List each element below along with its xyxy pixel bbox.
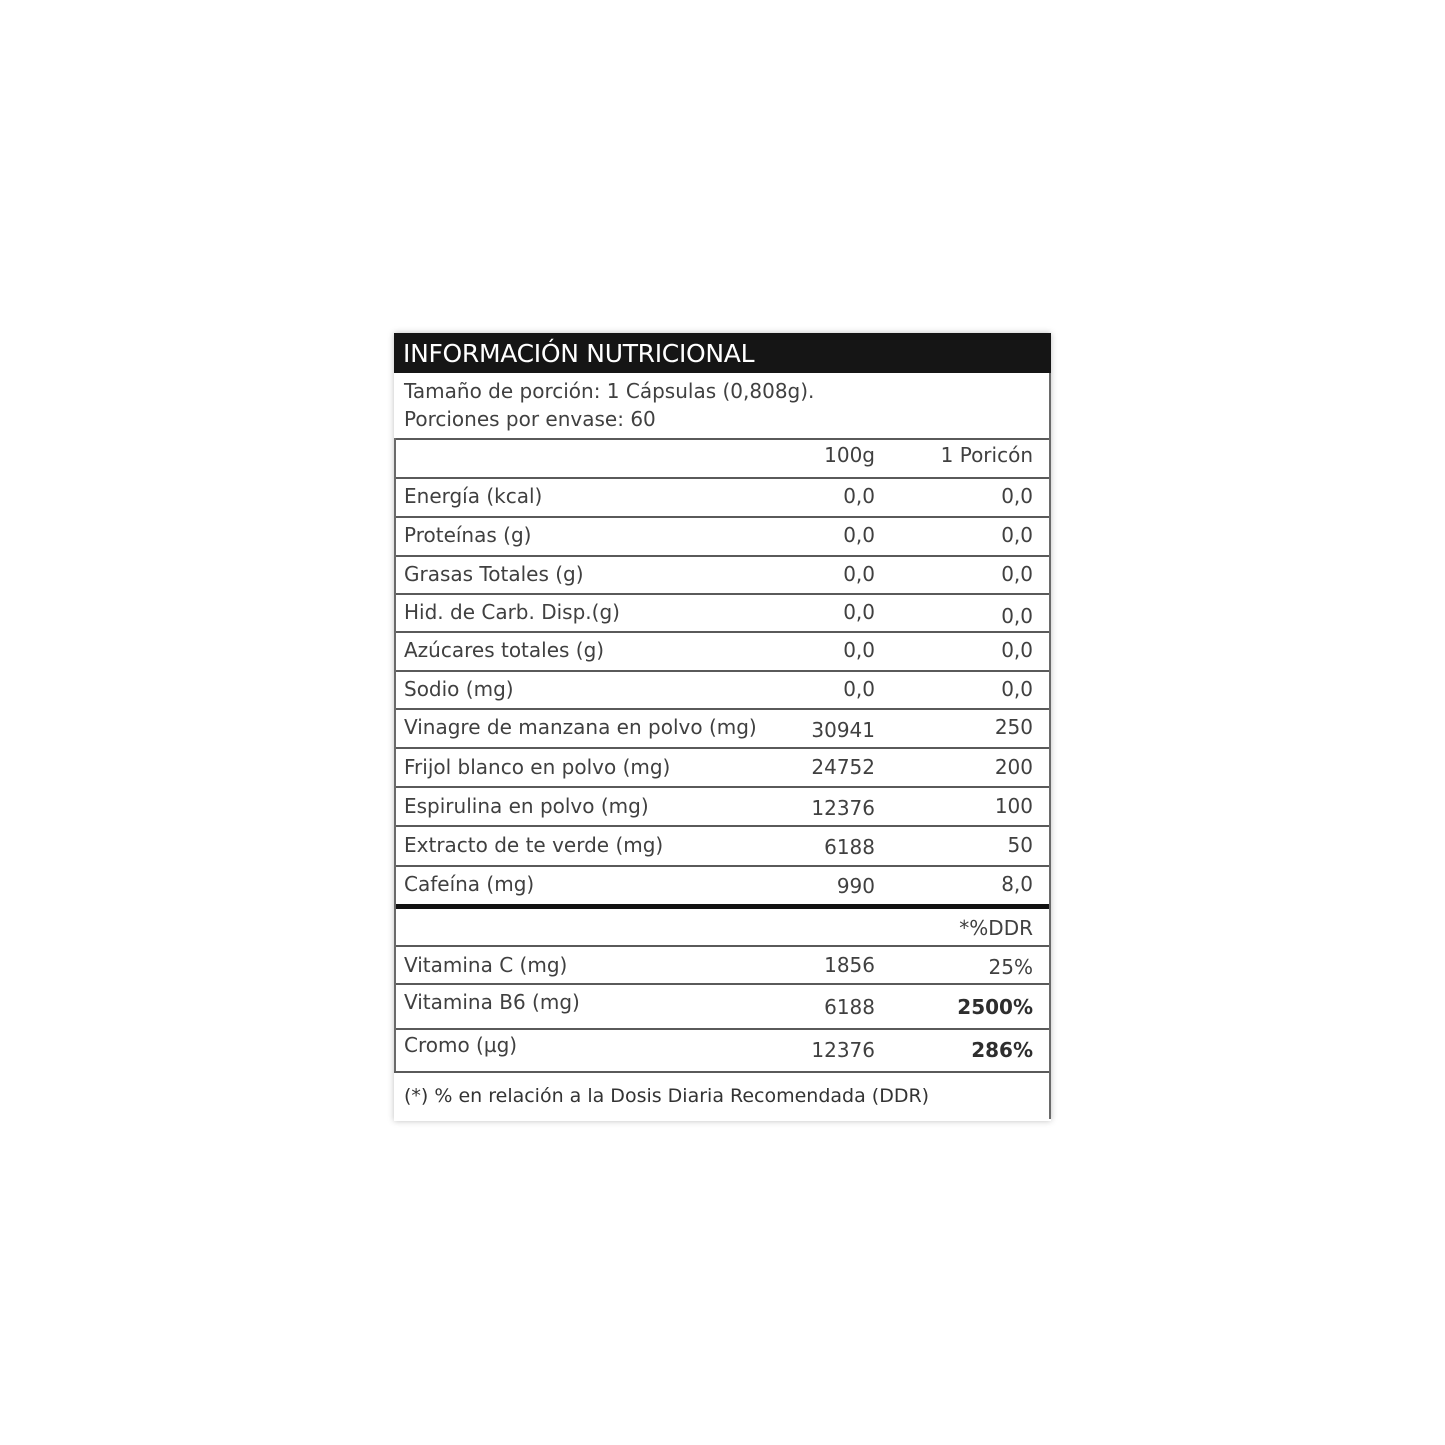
divider: [394, 438, 1051, 440]
col-100g: 100g: [824, 443, 875, 467]
serving-info: [404, 377, 814, 433]
serving-size: Tamaño de porción: 1 Cápsulas (0,808g).: [404, 379, 815, 403]
footnote: (*) % en relación a la Dosis Diaria Recomendada (DDR): [404, 1085, 930, 1107]
divider: [394, 477, 1051, 479]
divider: [394, 516, 1051, 518]
divider: [394, 631, 1051, 633]
divider: [394, 555, 1051, 557]
divider: [394, 865, 1051, 867]
divider: [394, 708, 1051, 710]
divider: [394, 747, 1051, 749]
divider: [394, 786, 1051, 788]
nutrition-label: INFORMACIÓN NUTRICIONAL Tamaño de porción: 1 Cápsulas (0,808g). Porciones por envase: 60 100g 1 Poricón Energía (kcal) 0,0 0,0 Proteínas (g) 0,0 0,0 Grasas Totales (g) 0,0 0,0 Hid. de Carb. Disp.(g) 0,0 0,0 Azúcares totales (g) 0,0 0,0 Sodio (mg) 0,0 0,0 Vinagre de manzana en polvo (mg) 30941 250 Frijol blanco en polvo (mg) 24752 200 Espirulina en polvo (mg) 12376 100 Extracto de te verde (mg) 6188 50 Cafeína (mg) 990 8,0 *%DDR Vitamina C (mg) 1856 25% Vitamina B6 (mg) 6188 2500% Cromo (µg) 12376 286% (*) % en relación a la Dosis Diaria Recomendada (DDR): [394, 333, 1051, 1121]
divider: [394, 825, 1051, 827]
right-border: [1049, 373, 1051, 1119]
ddr-header: *%DDR: [959, 916, 1033, 940]
divider: [394, 945, 1051, 947]
thick-divider: [394, 904, 1051, 909]
col-portion: 1 Poricón: [940, 443, 1033, 467]
column-header-row: [394, 443, 1051, 473]
divider: [394, 1028, 1051, 1030]
divider: [394, 983, 1051, 985]
divider: [394, 1071, 1051, 1073]
label-title: INFORMACIÓN NUTRICIONAL: [394, 333, 1051, 373]
divider: [394, 593, 1051, 595]
servings-per-container: Porciones por envase: 60: [404, 407, 656, 431]
left-border: [394, 438, 396, 1071]
divider: [394, 670, 1051, 672]
